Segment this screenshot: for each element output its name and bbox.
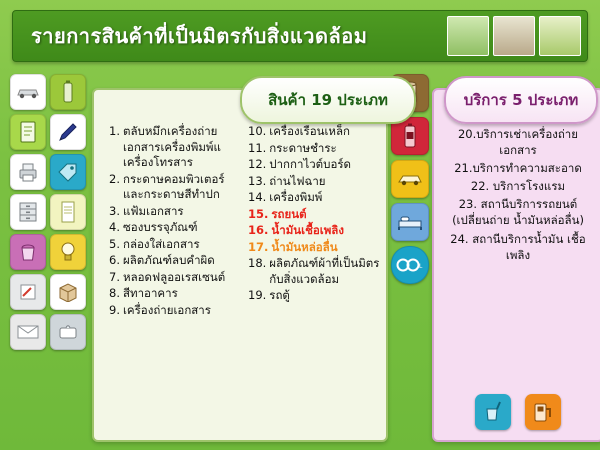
list-item-number: 12. [248, 157, 267, 172]
cool-mode-icon [391, 246, 429, 284]
list-item [248, 157, 382, 173]
list-item [248, 190, 382, 206]
list-item-text: เครื่องเรือนเหล็ก [269, 124, 351, 138]
list-item-number: 19. [248, 288, 267, 303]
list-item-number: 16. [248, 223, 269, 238]
list-item-text: ตลับหมึกเครื่องถ่าย เอกสารเครื่องพิมพ์แ เครื่องโทรสาร [123, 124, 221, 170]
list-item-number: 7. [109, 269, 120, 284]
tag-icon [50, 154, 86, 190]
list-item [102, 303, 236, 319]
list-item-number: 17. [248, 239, 269, 254]
list-item [248, 141, 382, 157]
cleaning-bucket-icon [475, 394, 511, 430]
list-item-number: 10. [248, 124, 267, 138]
list-item [248, 174, 382, 190]
list-item-number: 4. [109, 220, 120, 235]
list-item [102, 172, 236, 203]
list-item-text: หลอดฟลูออเรสเซนต์ [123, 269, 226, 284]
list-item-number: 18. [248, 256, 267, 271]
list-item-text: น้ำมันหล่อลื่น [271, 239, 338, 254]
list-item-text: กล่องใส่เอกสาร [123, 236, 200, 251]
list-item [102, 253, 236, 269]
list-item [102, 204, 236, 220]
car-yellow-icon [391, 160, 429, 198]
list-item-text: สีทาอาคาร [123, 286, 178, 301]
list-item [102, 286, 236, 302]
list-item-number: 9. [109, 302, 120, 317]
list-item [248, 223, 382, 239]
services-panel [432, 88, 600, 442]
list-item-text: ผลิตภัณฑ์ผ้าที่เป็นมิตรกับสิ่งแวดล้อม [269, 256, 380, 286]
list-item-text: น้ำมันเชื้อเพลิง [271, 223, 344, 238]
slide-body [8, 70, 592, 444]
bed-icon [391, 203, 429, 241]
box-icon [50, 274, 86, 310]
list-item-number: 6. [109, 253, 120, 268]
list-item-text: เครื่องพิมพ์ [269, 190, 323, 205]
list-item-text: กระดาษชำระ [269, 140, 337, 155]
fuel-pump-icon [525, 394, 561, 430]
cabinet-icon [10, 194, 46, 230]
list-item-number: 11. [248, 140, 267, 155]
list-item [248, 240, 382, 256]
list-item-number: 3. [109, 203, 120, 218]
list-item-number: 1. [109, 124, 120, 138]
list-item-number: 14. [248, 190, 267, 205]
paper-file-icon [10, 114, 46, 150]
services-list [434, 126, 600, 265]
services-icon-row [434, 394, 600, 430]
list-item-text: เครื่องถ่ายเอกสาร [123, 302, 211, 317]
list-item: 21.บริการทำความสะอาด [454, 161, 582, 176]
list-item-number: 8. [109, 286, 120, 301]
services-panel-tab-label: บริการ 5 ประเภท [463, 91, 579, 109]
list-item [248, 124, 382, 140]
slide-header [12, 10, 588, 62]
printer-icon [10, 154, 46, 190]
list-item [102, 220, 236, 236]
list-item-number: 15. [248, 206, 269, 221]
list-item-text: ถ่านไฟฉาย [269, 173, 326, 188]
goods-column-2 [240, 124, 386, 436]
document-icon [50, 194, 86, 230]
leaf-photo [447, 16, 489, 56]
list-item: 20.บริการเช่าเครื่องถ่าย เอกสาร [457, 127, 579, 158]
list-item-text: ปากกาไวต์บอร์ด [269, 157, 351, 172]
paint-bucket-icon [10, 234, 46, 270]
goods-panel [92, 88, 388, 442]
goods-list [94, 124, 386, 436]
pen-icon [50, 114, 86, 150]
list-item [102, 270, 236, 286]
list-item-text: รถตู้ [269, 288, 290, 303]
car-icon [10, 74, 46, 110]
list-item [102, 237, 236, 253]
list-item: 24. สถานีบริการน้ำมัน เชื้อเพลิง [450, 231, 586, 262]
list-item: 23. สถานีบริการรถยนต์ (เปลี่ยนถ่าย น้ำมันหล่อลื่น) [452, 197, 584, 228]
list-item-text: กระดาษคอมพิวเตอร์ และกระดาษสีทำปก [123, 171, 225, 202]
list-item-text: ผลิตภัณฑ์ลบคำผิด [123, 253, 215, 268]
goods-panel-tab[interactable] [240, 76, 416, 124]
list-item-number: 2. [109, 171, 120, 186]
lightbulb-icon [50, 234, 86, 270]
left-icon-rail [10, 74, 86, 350]
list-item: 22. บริการโรงแรม [470, 179, 566, 194]
envelope-icon [10, 314, 46, 350]
ant-photo [493, 16, 535, 56]
goods-column-1 [94, 124, 240, 436]
header-photo-strip [447, 16, 581, 56]
goods-panel-tab-label: สินค้า 19 ประเภท [268, 91, 388, 109]
list-item-number: 5. [109, 236, 120, 251]
list-item [248, 207, 382, 223]
list-item-text: รถยนต์ [271, 206, 307, 221]
tissue-icon [50, 314, 86, 350]
battery-icon [50, 74, 86, 110]
list-item-text: แฟ้มเอกสาร [123, 203, 184, 218]
list-item [248, 256, 382, 287]
list-item [102, 124, 236, 171]
svg-text:L: L [419, 263, 423, 270]
services-panel-tab[interactable] [444, 76, 598, 124]
list-item-text: ซองบรรจุภัณฑ์ [123, 220, 198, 235]
list-item-number: 13. [248, 173, 267, 188]
seedling-photo [539, 16, 581, 56]
whiteboard-marker-icon [10, 274, 46, 310]
list-item [248, 288, 382, 304]
page-title: รายการสินค้าที่เป็นมิตรกับสิ่งแวดล้อม [31, 24, 368, 48]
